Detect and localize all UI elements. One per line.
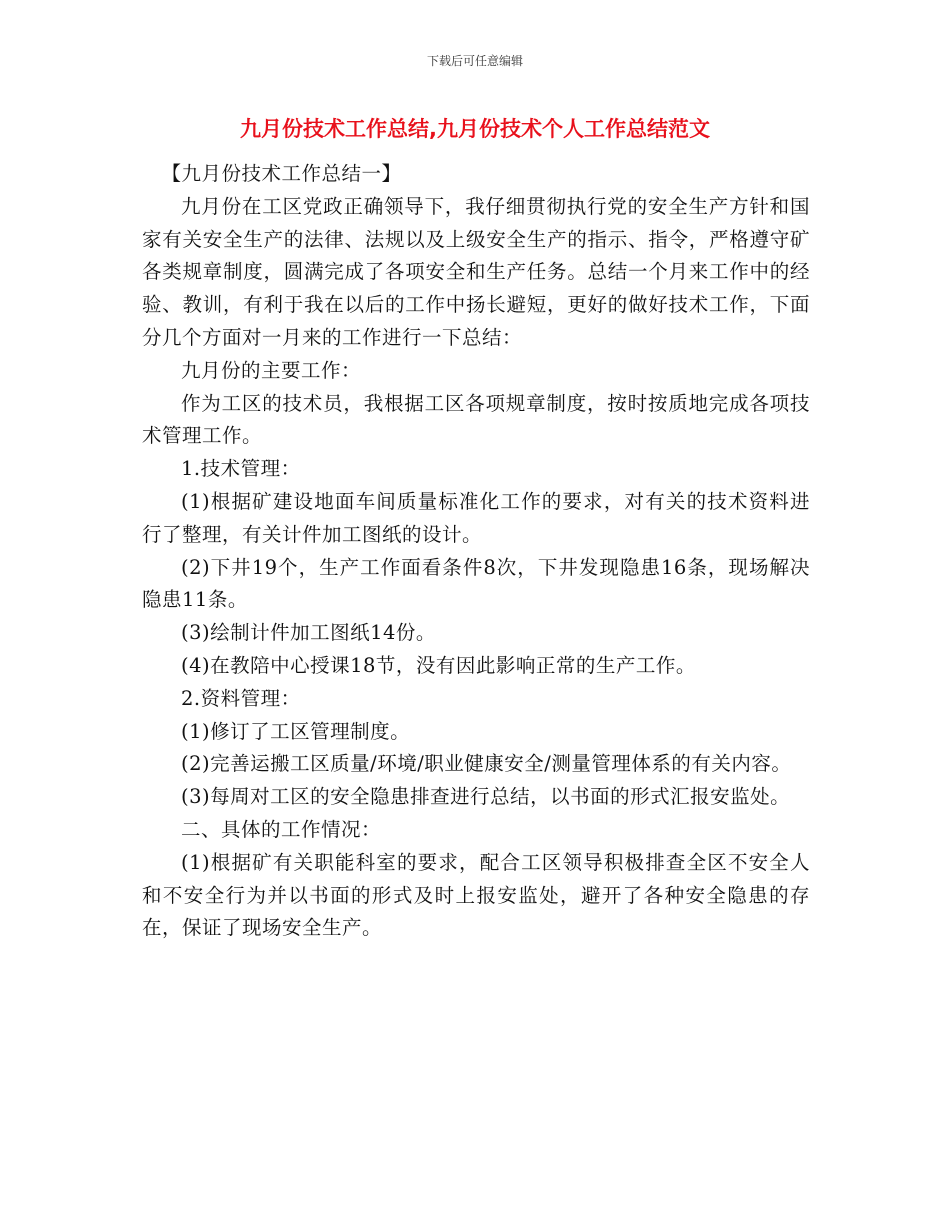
- paragraph-tech-item-1: (1)根据矿建设地面车间质量标准化工作的要求，对有关的技术资料进行了整理，有关计件加工图纸的设计。: [142, 489, 810, 546]
- paragraph-role: 作为工区的技术员，我根据工区各项规章制度，按时按质地完成各项技术管理工作。: [142, 391, 810, 448]
- paragraph-data-item-1: (1)修订了工区管理制度。: [181, 719, 411, 743]
- paragraph-details-item-1: (1)根据矿有关职能科室的要求，配合工区领导积极排查全区不安全人和不安全行为并以书面的形式及时上报安监处，避开了各种安全隐患的存在，保证了现场安全生产。: [142, 850, 810, 940]
- section-heading: 【九月份技术工作总结一】: [161, 162, 402, 185]
- header-note: 下载后可任意编辑: [426, 54, 523, 68]
- paragraph-data-item-3: (3)每周对工区的安全隐患排查进行总结，以书面的形式汇报安监处。: [181, 785, 791, 809]
- paragraph-tech-item-4: (4)在教陪中心授课18节，没有因此影响正常的生产工作。: [181, 653, 696, 677]
- paragraph-tech-item-3: (3)绘制计件加工图纸14份。: [181, 621, 436, 645]
- paragraph-data-mgmt-heading: 2.资料管理：: [181, 686, 301, 710]
- paragraph-tech-mgmt-heading: 1.技术管理：: [181, 457, 301, 481]
- paragraph-details-heading: 二、具体的工作情况：: [181, 817, 382, 841]
- paragraph-tech-item-2: (2)下井19个，生产工作面看条件8次，下井发现隐患16条，现场解决隐患11条。: [142, 555, 810, 612]
- document-title: 九月份技术工作总结,九月份技术个人工作总结范文: [240, 117, 710, 141]
- document-body: [142, 158, 810, 945]
- paragraph-intro: 九月份在工区党政正确领导下，我仔细贯彻执行党的安全生产方针和国家有关安全生产的法律、法规以及上级安全生产的指示、指令，严格遵守矿各类规章制度，圆满完成了各项安全和生产任务。总结一个月来工作中的经验、教训，有利于我在以后的工作中扬长避短，更好的做好技术工作，下面分几个方面对一月来的工作进行一下总结：: [142, 194, 810, 349]
- paragraph-main-work-heading: 九月份的主要工作：: [181, 358, 362, 382]
- paragraph-data-item-2: (2)完善运搬工区质量/环境/职业健康安全/测量管理体系的有关内容。: [181, 752, 792, 776]
